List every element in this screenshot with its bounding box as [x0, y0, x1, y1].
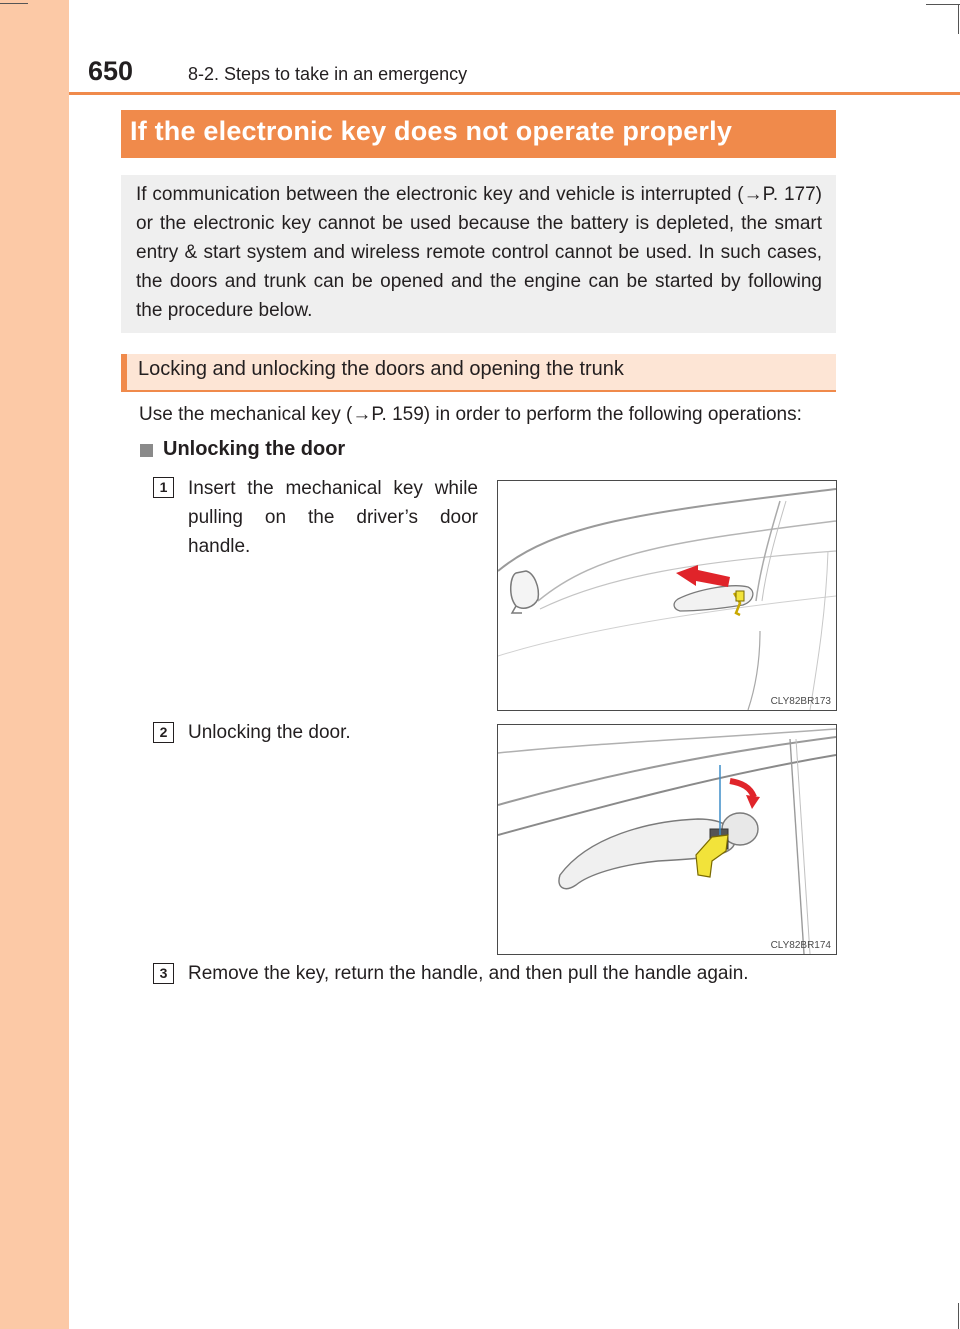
step-text-3: Remove the key, return the handle, and then pull the handle again. — [188, 963, 749, 984]
step-number-1: 1 — [153, 477, 174, 498]
figure-door-unlock-key-turn — [497, 724, 837, 955]
figure-code-1: CLY82BR173 — [770, 696, 831, 707]
crop-mark-top-right-vertical — [958, 4, 959, 34]
bullet-heading: Unlocking the door — [163, 438, 346, 460]
crop-mark-top-left — [0, 0, 28, 4]
step-text-1: Insert the mechanical key while pulling on the driver’s door handle. — [188, 478, 478, 557]
section-title-bar — [121, 110, 836, 158]
crop-mark-top-right — [926, 4, 960, 5]
page-number: 650 — [88, 56, 134, 86]
step-number-2: 2 — [153, 722, 174, 743]
step-number-3: 3 — [153, 963, 174, 984]
figure-door-handle-key-insert — [497, 480, 837, 711]
chapter-heading: 8-2. Steps to take in an emergency — [188, 64, 468, 84]
subsection-header — [121, 354, 836, 392]
intro-text: If communication between the electronic key and vehicle is interrupted (→P. 177) or the electronic key cannot be used because the battery is depleted, the smart entry & start system and wireless remote control cannot be used. In such cases, the doors and trunk can be opened and the engine can be started by following the procedure below. — [136, 184, 822, 321]
step-text-2: Unlocking the door. — [188, 722, 351, 743]
figure-code-2: CLY82BR174 — [770, 940, 831, 951]
header-rule — [69, 92, 960, 95]
crop-mark-bottom-right — [958, 1303, 959, 1329]
intro-box — [121, 175, 836, 333]
chapter-sidebar — [0, 0, 69, 1329]
section-title: If the electronic key does not operate properly — [130, 116, 733, 146]
subsection-title: Locking and unlocking the doors and opening the trunk — [138, 358, 624, 380]
instruction-text: Use the mechanical key (→P. 159) in order to perform the following operations: — [139, 404, 802, 425]
square-bullet-icon — [140, 444, 153, 457]
subsection-accent — [121, 354, 127, 390]
